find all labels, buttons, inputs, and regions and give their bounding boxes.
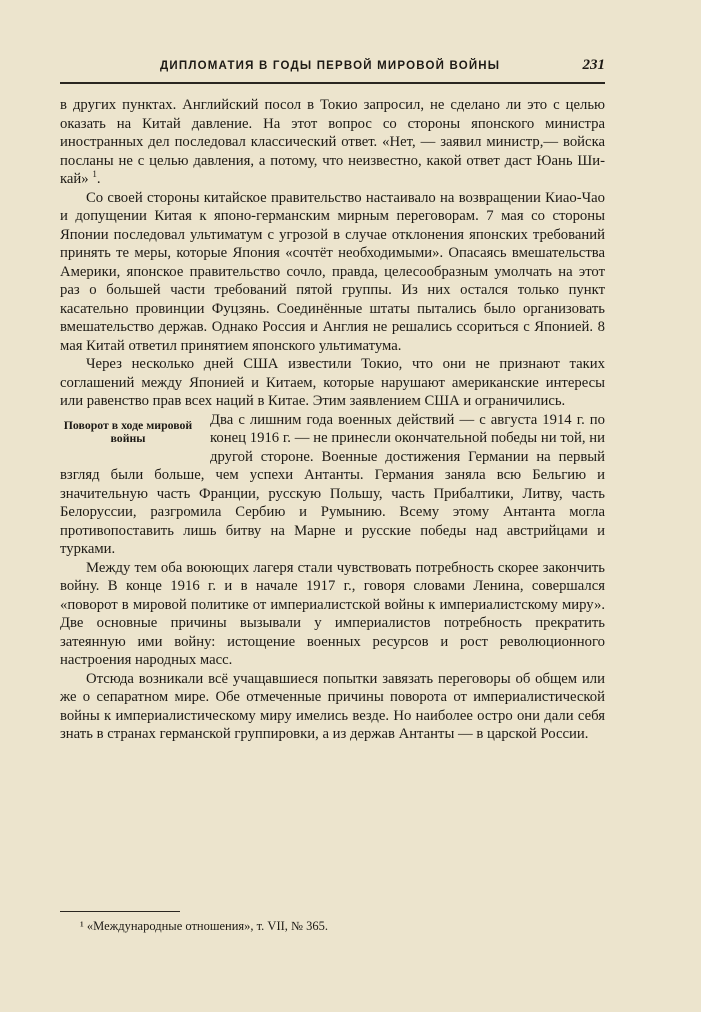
paragraph: Через несколько дней США известили Токио, что они не признают таких соглашений между Японией и Китаем, которые нарушают американские интересы или равенство прав всех наций в Китае. Этим заявлением США и ограничились. (60, 356, 605, 409)
running-title: ДИПЛОМАТИЯ В ГОДЫ ПЕРВОЙ МИРОВОЙ ВОЙНЫ (160, 60, 501, 72)
paragraph: Два с лишним года военных действий — с августа 1914 г. по конец 1916 г. — не принесли окончательной победы ни той, ни другой стороне. Военные достижения Германии на первый взгляд были больше, чем успехи Антанты. Германия заняла всю Бельгию и значительную часть Франции, русскую Польшу, часть Прибалтики, Литву, часть Белоруссии, разгромила Сербию и Румынию. Всему этому Антанта могла противопоставить лишь битву на Марне и русские победы над австрийцами и турками. (60, 411, 605, 557)
footnote-rule (60, 911, 180, 912)
body-text (60, 96, 605, 744)
page-header (60, 52, 605, 78)
margin-note: Поворот в ходе мировой войны (63, 417, 193, 445)
header-rule (60, 82, 605, 84)
paragraph: Между тем оба воюющих лагеря стали чувствовать потребность скорее закончить войну. В конце 1916 г. и в начале 1917 г., говоря словами Ленина, совершался «поворот в мировой политике от империалистской войны к империалистскому миру». Две основные причины вызывали у империалистов потребность прекратить затеянную ими войну: истощение военных ресурсов и рост революционного настроения народных масс. (60, 559, 605, 668)
paragraph: в других пунктах. Английский посол в Токио запросил, не сделано ли это с целью оказать на Китай давление. На этот вопрос со стороны японского министра иностранных дел последовал классический ответ. «Нет, — заявил министр,— войска посланы не с целью давления, а потому, что неизвестно, какой ответ даст Юань Ши-кай» $^1$. (60, 97, 605, 187)
page-number: 231 (582, 57, 605, 73)
paragraph: Со своей стороны китайское правительство настаивало на возвращении Киао-Чао и допущении Китая к японо-германским мирным переговорам. 7 мая со стороны Японии последовал ультиматум с угрозой в случае отклонения японских требований принять те меры, которые Япония «сочтёт необходимыми». Опасаясь вмешательства Америки, японское правительство сочло, правда, целесообразным умолчать на этот раз о большей части требований пятой группы. Из них остался только пункт касательно провинции Фуцзянь. Соединённые штаты пытались было организовать вмешательство держав. Однако Россия и Англия не решались ссориться с Японией. 8 мая Китай ответил принятием японского ультиматума. (60, 189, 605, 354)
footnote-reference: 1 (92, 169, 97, 180)
paragraph: Отсюда возникали всё учащавшиеся попытки завязать переговоры об общем или же о сепаратном мире. Обе отмеченные причины поворота от империалистической войны к империалистическому миру имелись везде. Но наиболее остро они дали себя знать в странах германской группировки, а из держав Антанты — в царской России. (60, 670, 605, 742)
footnote: ¹ «Международные отношения», т. VII, № 365. (80, 919, 328, 933)
